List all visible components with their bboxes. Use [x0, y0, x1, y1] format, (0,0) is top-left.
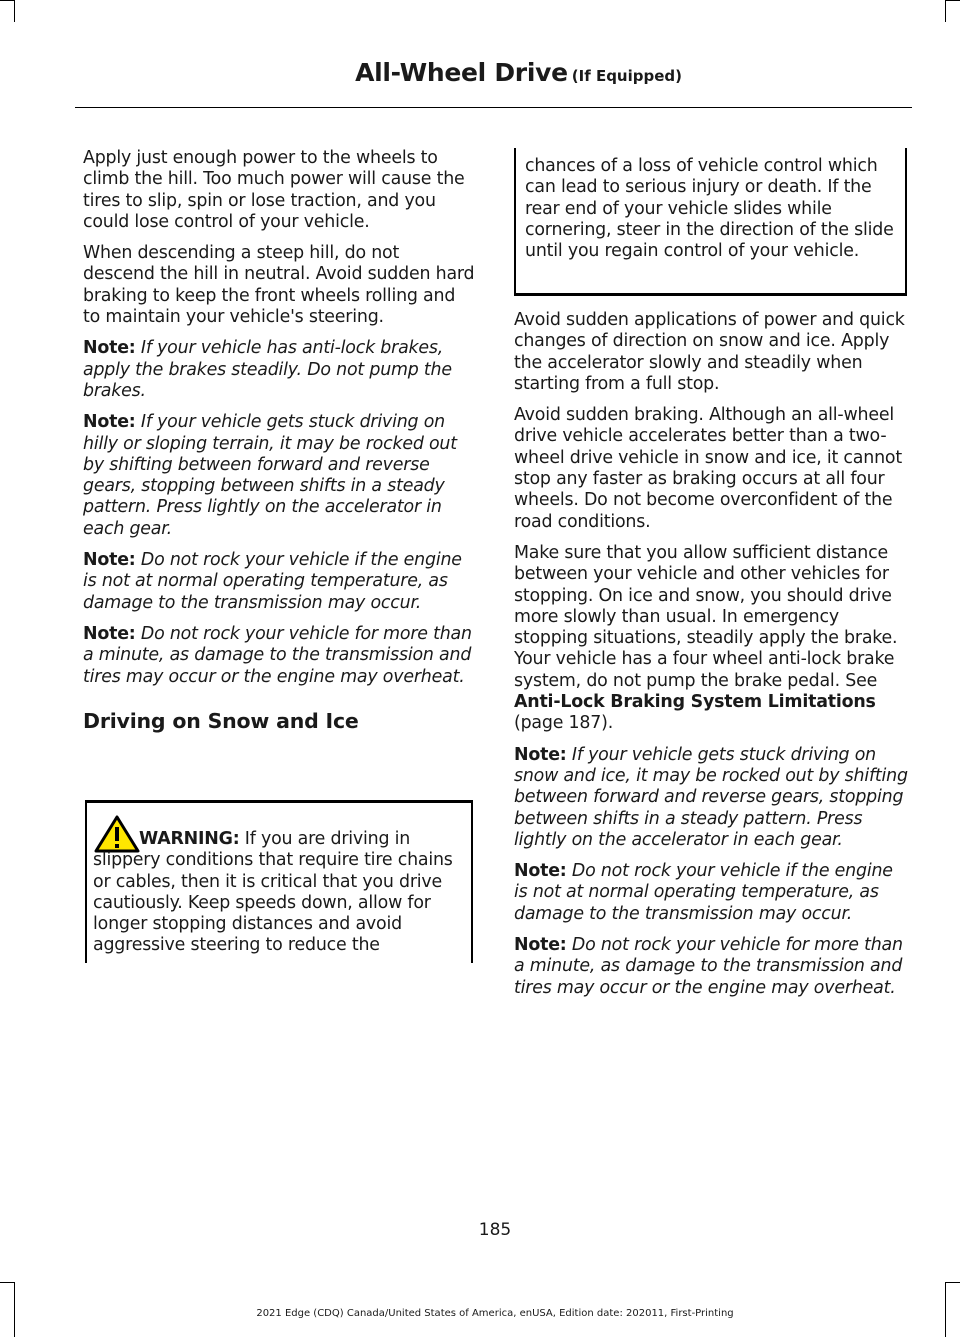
crop-mark	[946, 0, 960, 1]
paragraph	[514, 543, 909, 735]
note	[514, 861, 909, 925]
note	[514, 935, 909, 999]
note-text: If your vehicle has anti-lock brakes, apply the brakes steadily. Do not pump the brakes.	[83, 338, 452, 401]
warning-label: WARNING:	[139, 829, 240, 849]
page-footer: 2021 Edge (CDQ) Canada/United States of America, enUSA, Edition date: 202011, First-Printing	[256, 1308, 734, 1319]
header-divider	[75, 107, 912, 108]
section-heading: Driving on Snow and Ice	[83, 708, 359, 733]
page-reference: (page 187).	[514, 713, 614, 734]
header-title: All-Wheel Drive	[355, 58, 568, 87]
note-text: Do not rock your vehicle for more than a minute, as damage to the transmission and tires may occur or the engine may overheat.	[514, 935, 903, 998]
warning-box-continued	[514, 148, 907, 296]
crop-mark	[0, 1282, 14, 1283]
left-column	[83, 148, 475, 732]
crop-mark	[14, 0, 15, 22]
note-text: Do not rock your vehicle for more than a minute, as damage to the transmission and tires may occur or the engine may overheat.	[83, 623, 472, 687]
crop-mark	[946, 1282, 960, 1283]
crop-mark	[0, 0, 14, 1]
right-column	[514, 310, 909, 1009]
note-text: Do not rock your vehicle if the engine is not at normal operating temperature, as damage to the transmission may occur.	[83, 550, 462, 613]
paragraph: When descending a steep hill, do not descend the hill in neutral. Avoid sudden hard braking to keep the front wheels rolling and to maintain your vehicle's steering.	[83, 243, 475, 328]
note-label: Note:	[514, 744, 567, 765]
warning-text-block	[93, 829, 473, 957]
paragraph: Avoid sudden applications of power and quick changes of direction on snow and ice. Apply the accelerator slowly and steadily when starting from a full stop.	[514, 310, 905, 394]
note-text: If your vehicle gets stuck driving on snow and ice, it may be rocked out by shifting between forward and reverse gears, stopping between shifts in a steady pattern. Press lightly on the accelerator in each gear.	[514, 744, 908, 850]
note-label: Note:	[83, 550, 136, 571]
warning-box	[85, 800, 473, 963]
warning-text-continued: chances of a loss of vehicle control which can lead to serious injury or death. If the rear end of your vehicle slides while cornering, steer in the direction of the slide until you regain control of your vehicle.	[525, 156, 894, 262]
header-subtitle: (If Equipped)	[571, 67, 682, 85]
note	[83, 338, 475, 402]
crop-mark	[945, 0, 946, 22]
cross-reference-link[interactable]: Anti-Lock Braking System Limitations	[514, 692, 876, 713]
page-header	[355, 58, 682, 87]
paragraph: Apply just enough power to the wheels to climb the hill. Too much power will cause the tires to slip, spin or lose traction, and you could lose control of your vehicle.	[83, 148, 465, 232]
note	[514, 745, 909, 851]
paragraph: Avoid sudden braking. Although an all-wheel drive vehicle accelerates better than a two-wheel drive vehicle in snow and ice, it cannot stop any faster as braking occurs at all four wheels. Do not become overconfident of the road conditions.	[514, 405, 902, 532]
page-number: 185	[478, 1220, 512, 1240]
note	[83, 550, 475, 614]
note-label: Note:	[514, 935, 567, 956]
note-label: Note:	[514, 861, 567, 882]
note-text: Do not rock your vehicle if the engine is not at normal operating temperature, as damage to the transmission may occur.	[514, 861, 893, 924]
paragraph-text: Make sure that you allow sufficient distance between your vehicle and other vehicles for stopping. On ice and snow, you should drive more slowly than usual. In emergency stopping situations, steadily apply the brake. Your vehicle has a four wheel anti-lock brake system, do not pump the brake pedal. See	[514, 542, 898, 691]
note-label: Note:	[83, 338, 136, 359]
warning-text: If you are driving in slippery conditions that require tire chains or cables, then it is critical that you drive cautiously. Keep speeds down, allow for longer stopping distances and avoid aggressive steering to reduce the	[93, 829, 453, 956]
note-label: Note:	[83, 623, 136, 644]
note-text: If your vehicle gets stuck driving on hilly or sloping terrain, it may be rocked out by shifting between forward and reverse gears, stopping between shifts in a steady pattern. Press lightly on the accelerator in each gear.	[83, 412, 457, 539]
note	[83, 412, 475, 540]
note-label: Note:	[83, 412, 136, 433]
note	[83, 624, 475, 688]
